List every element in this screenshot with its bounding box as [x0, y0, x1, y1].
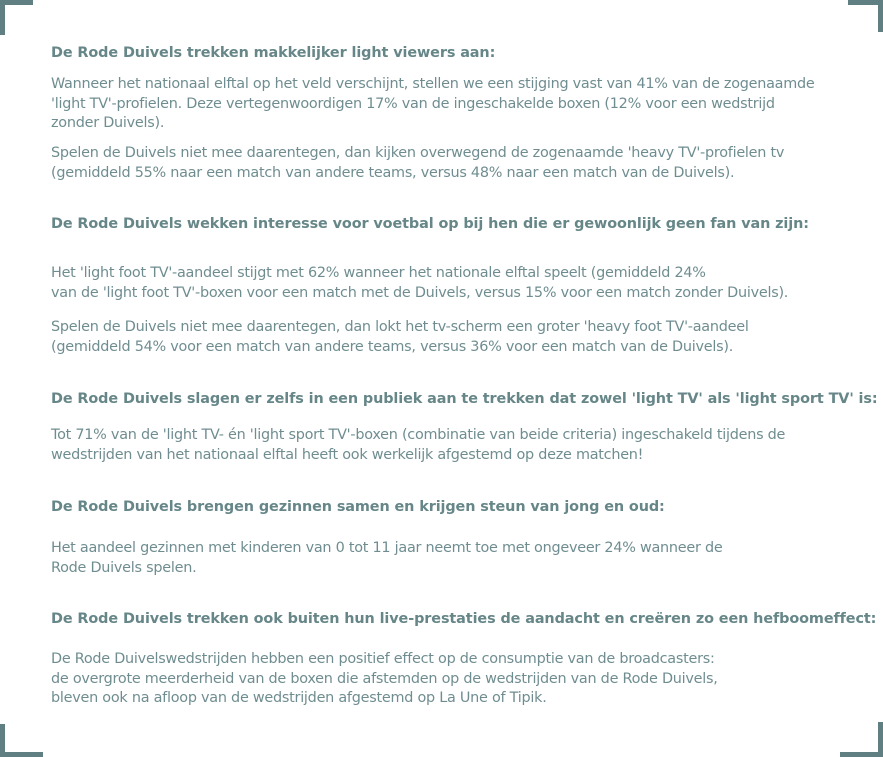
text-line: zonder Duivels).	[51, 115, 165, 132]
section-2-heading: De Rode Duivels wekken interesse voor voetbal op bij hen die er gewoonlijk geen fan van zijn:	[51, 216, 809, 232]
text-line: Spelen de Duivels niet mee daarentegen, dan lokt het tv-scherm een groter 'heavy foot TV'-aandeel	[51, 319, 749, 335]
text-line: Het aandeel gezinnen met kinderen van 0 tot 11 jaar neemt toe met ongeveer 24% wanneer de	[51, 540, 723, 556]
corner-frame-top-left	[0, 0, 33, 35]
text-line: (gemiddeld 55% naar een match van andere teams, versus 48% naar een match van de Duivels).	[51, 164, 735, 181]
corner-frame-top-right	[848, 0, 883, 32]
text-line: Spelen de Duivels niet mee daarentegen, dan kijken overwegend de zogenaamde 'heavy TV'-profielen tv	[51, 145, 785, 161]
section-4-paragraph-1	[51, 539, 723, 578]
text-line: Wanneer het nationaal elftal op het veld verschijnt, stellen we een stijging vast van 41% van de zogenaamde	[51, 76, 815, 92]
corner-frame-bottom-right	[840, 722, 883, 757]
text-line: de overgrote meerderheid van de boxen die afstemden op de wedstrijden van de Rode Duivels,	[51, 670, 718, 687]
section-2-paragraph-2	[51, 318, 749, 357]
text-line: Rode Duivels spelen.	[51, 559, 197, 576]
section-1-paragraph-1	[51, 75, 815, 134]
section-1-heading: De Rode Duivels trekken makkelijker light viewers aan:	[51, 45, 496, 61]
section-5-paragraph-1	[51, 650, 718, 709]
text-line: (gemiddeld 54% voor een match van andere teams, versus 36% voor een match van de Duivels).	[51, 338, 734, 355]
text-line: bleven ook na afloop van de wedstrijden afgestemd op La Une of Tipik.	[51, 690, 547, 707]
text-line: 'light TV'-profielen. Deze vertegenwoordigen 17% van de ingeschakelde boxen (12% voor een wedstrijd	[51, 95, 775, 112]
text-line: wedstrijden van het nationaal elftal heeft ook werkelijk afgestemd op deze matchen!	[51, 446, 644, 463]
corner-frame-bottom-left	[0, 724, 43, 757]
text-line: Het 'light foot TV'-aandeel stijgt met 62% wanneer het nationale elftal speelt (gemiddeld 24%	[51, 265, 706, 281]
section-1-paragraph-2	[51, 144, 784, 183]
section-5-heading: De Rode Duivels trekken ook buiten hun live-prestaties de aandacht en creëren zo een hefboomeffect:	[51, 611, 877, 627]
section-3-paragraph-1	[51, 426, 785, 465]
section-4-heading: De Rode Duivels brengen gezinnen samen en krijgen steun van jong en oud:	[51, 499, 665, 515]
text-line: van de 'light foot TV'-boxen voor een match met de Duivels, versus 15% voor een match zonder Duivels).	[51, 284, 789, 301]
section-2-paragraph-1	[51, 264, 788, 303]
section-3-heading: De Rode Duivels slagen er zelfs in een publiek aan te trekken dat zowel 'light TV' als 'light sport TV' is:	[51, 391, 878, 407]
text-line: Tot 71% van de 'light TV- én 'light sport TV'-boxen (combinatie van beide criteria) ingeschakeld tijdens de	[51, 427, 786, 443]
text-line: De Rode Duivelswedstrijden hebben een positief effect op de consumptie van de broadcasters:	[51, 651, 715, 667]
